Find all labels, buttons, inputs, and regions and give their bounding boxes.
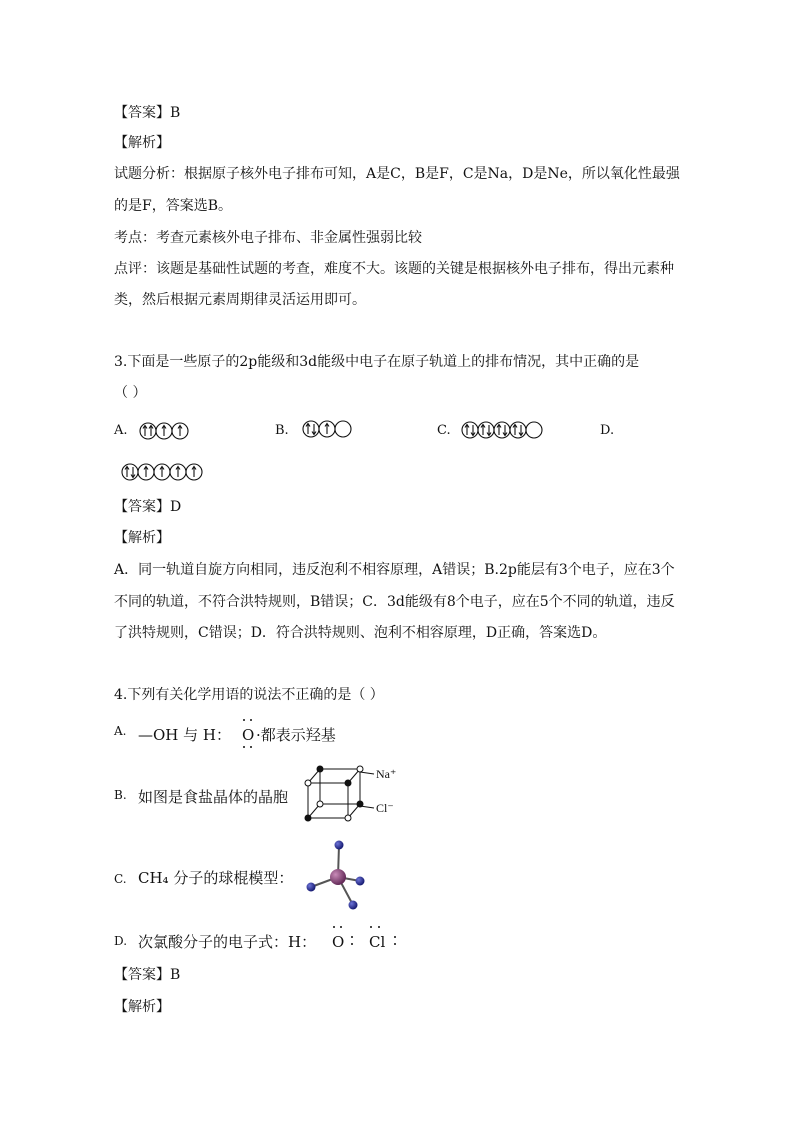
q2-dianping-line-2: 类，然后根据元素周期律灵活运用即可。: [114, 292, 366, 308]
q3-analysis-line-3: 了洪特规则，C错误；D．符合洪特规则、泡利不相容原理，D正确，答案选D。: [114, 625, 607, 641]
q3-option-d-orbital-diagram: [121, 462, 205, 482]
q3-option-a-label: A.: [114, 423, 128, 438]
q4-option-d-text: 次氯酸分子的电子式：H：: [138, 933, 317, 951]
cl-ion-label: Cl⁻: [376, 801, 394, 815]
q3-analysis-heading: 【解析】: [114, 530, 170, 546]
hydrogen-atom: [349, 901, 358, 910]
hydrogen-atom: [356, 877, 365, 886]
q3-stem-line-2: （ ）: [114, 385, 147, 401]
q3-option-b-orbital-diagram: [302, 419, 354, 439]
q4-option-d-electron-dots: [328, 924, 404, 954]
q4-option-a-oxygen-symbol: O: [242, 726, 255, 744]
q4-answer: 【答案】B: [114, 967, 181, 983]
q4-option-a-tail: ·都表示羟基: [256, 726, 336, 744]
nacl-unit-cell-diagram: [300, 760, 410, 828]
na-ion-label: Na⁺: [376, 767, 397, 781]
hydrogen-atom: [307, 883, 316, 892]
q2-analysis-line-1: 试题分析：根据原子核外电子排布可知，A是C，B是F，C是Na，D是Ne，所以氧化性最强: [114, 166, 680, 182]
q4-option-d-label: D.: [114, 934, 128, 948]
carbon-atom: [330, 869, 346, 885]
q2-dianping-line-1: 点评：该题是基础性试题的考查，难度不大。该题的关键是根据核外电子排布，得出元素种: [114, 261, 674, 277]
q4-stem: 4.下列有关化学用语的说法不正确的是（ ）: [114, 687, 384, 703]
q4-option-d-oxygen-symbol: O: [332, 933, 345, 951]
q3-answer: 【答案】D: [114, 499, 182, 515]
q4-option-c-text: CH₄ 分子的球棍模型：: [138, 869, 294, 887]
q3-stem-line-1: 3.下面是一些原子的2p能级和3d能级中电子在原子轨道上的排布情况，其中正确的是: [114, 354, 640, 370]
q4-option-b-text: 如图是食盐晶体的晶胞: [138, 788, 289, 806]
q3-analysis-line-1: A．同一轨道自旋方向相同，违反泡利不相容原理，A错误；B.2p能层有3个电子，应在3个: [114, 562, 675, 578]
ch4-ball-and-stick-model: [302, 838, 372, 914]
q3-option-d-label: D.: [600, 423, 615, 438]
q3-analysis-line-2: 不同的轨道，不符合洪特规则，B错误；C．3d能级有8个电子，应在5个不同的轨道，违反: [114, 594, 675, 610]
q2-kaodian: 考点：考查元素核外电子排布、非金属性强弱比较: [114, 230, 422, 246]
q4-option-a-label: A.: [114, 724, 127, 738]
q3-option-c-label: C.: [437, 423, 451, 438]
q4-option-a-lone-pair-dots: [240, 718, 256, 750]
q2-analysis-line-2: 的是F，答案选B。: [114, 198, 233, 214]
q2-answer: 【答案】B: [114, 105, 181, 121]
hydrogen-atom: [335, 841, 344, 850]
q4-option-d-chlorine-symbol: Cl: [369, 933, 386, 951]
q4-option-c-label: C.: [114, 872, 127, 886]
q4-option-a-text: —OH 与 H：: [138, 726, 231, 744]
q3-option-b-label: B.: [275, 423, 289, 438]
q4-option-b-label: B.: [114, 788, 127, 802]
q2-analysis-heading: 【解析】: [114, 135, 170, 151]
q3-option-c-orbital-diagram: [461, 420, 545, 440]
q4-analysis-heading: 【解析】: [114, 999, 170, 1015]
q3-option-a-orbital-diagram: [139, 421, 191, 441]
